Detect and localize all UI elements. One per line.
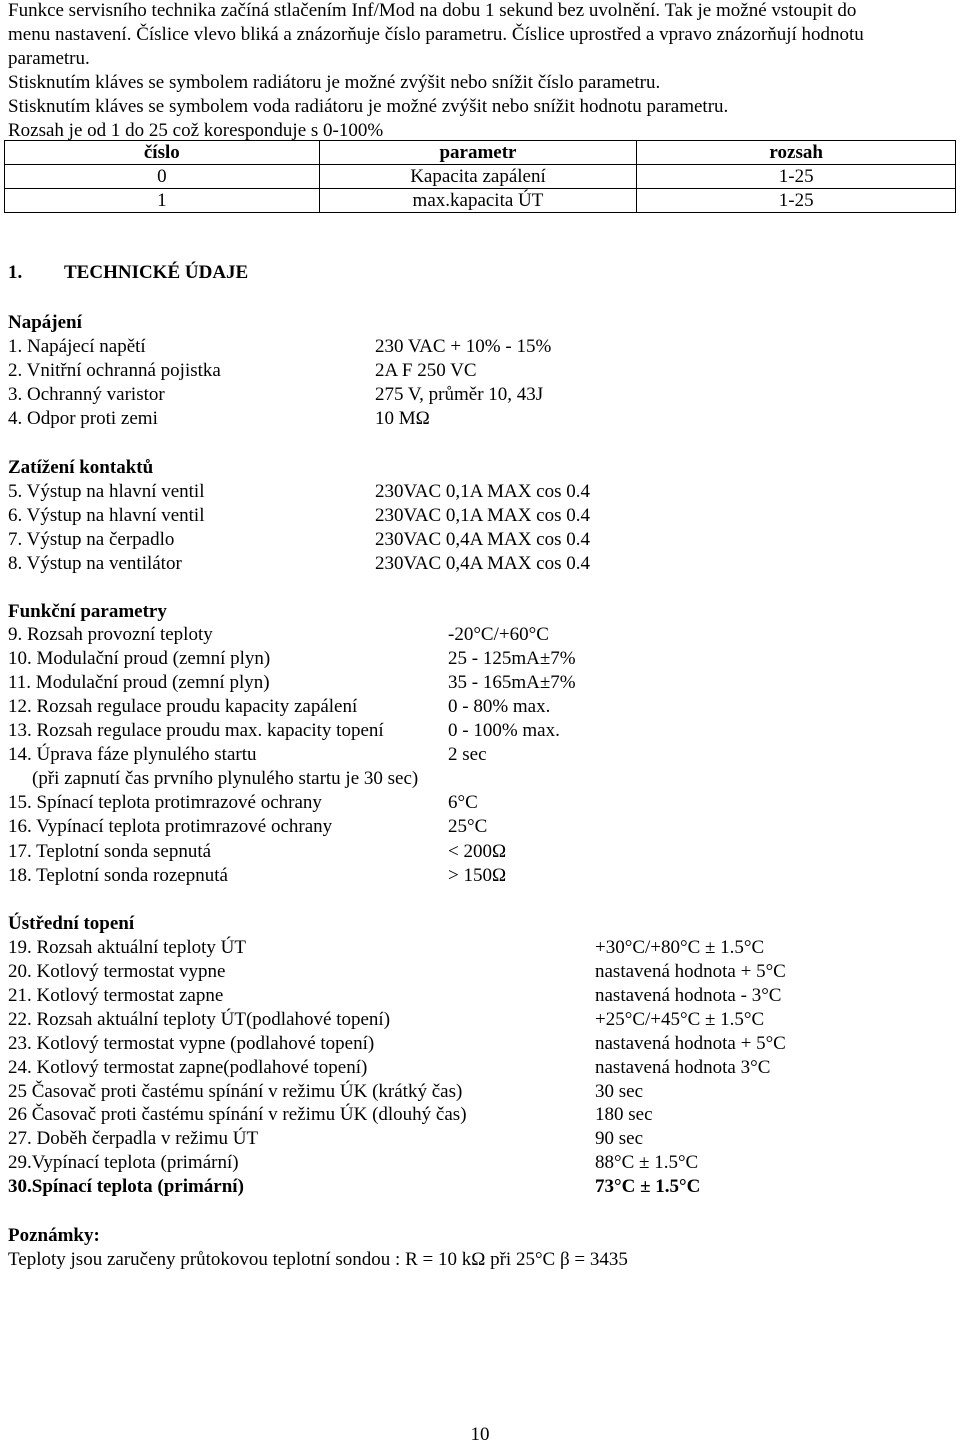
spec-value: +30°C/+80°C ± 1.5°C bbox=[595, 937, 765, 958]
spec-value: 25 - 125mA±7% bbox=[448, 648, 576, 669]
spec-label: 7. Výstup na čerpadlo bbox=[8, 529, 175, 550]
spec-value: 0 - 100% max. bbox=[448, 720, 560, 741]
spec-label: 18. Teplotní sonda rozepnutá bbox=[8, 865, 228, 886]
table-header-row bbox=[5, 141, 956, 165]
spec-label: 4. Odpor proti zemi bbox=[8, 408, 158, 429]
spec-label: 21. Kotlový termostat zapne bbox=[8, 985, 224, 1006]
table-cell: 1 bbox=[5, 189, 320, 213]
spec-value: 73°C ± 1.5°C bbox=[595, 1176, 701, 1197]
spec-label: 26 Časovač proti častému spínání v režimu ÚK (dlouhý čas) bbox=[8, 1104, 467, 1125]
intro-line: parametru. bbox=[8, 48, 90, 69]
column-header-cislo: číslo bbox=[5, 141, 320, 165]
spec-value: 0 - 80% max. bbox=[448, 696, 551, 717]
spec-label: 24. Kotlový termostat zapne(podlahové topení) bbox=[8, 1057, 368, 1078]
spec-value: 275 V, průměr 10, 43J bbox=[375, 384, 544, 405]
spec-value: 230VAC 0,1A MAX cos 0.4 bbox=[375, 505, 591, 526]
spec-note: (při zapnutí čas prvního plynulého startu je 30 sec) bbox=[32, 768, 419, 789]
spec-value: 230VAC 0,1A MAX cos 0.4 bbox=[375, 481, 591, 502]
spec-label: 10. Modulační proud (zemní plyn) bbox=[8, 648, 271, 669]
spec-value: 230VAC 0,4A MAX cos 0.4 bbox=[375, 553, 591, 574]
spec-value: 180 sec bbox=[595, 1104, 653, 1125]
table-row bbox=[5, 165, 956, 189]
spec-value: < 200Ω bbox=[448, 841, 507, 862]
column-header-parametr: parametr bbox=[319, 141, 637, 165]
spec-value: 6°C bbox=[448, 792, 478, 813]
spec-value: nastavená hodnota + 5°C bbox=[595, 961, 786, 982]
table-row bbox=[5, 189, 956, 213]
spec-value: 88°C ± 1.5°C bbox=[595, 1152, 699, 1173]
spec-label: 15. Spínací teplota protimrazové ochrany bbox=[8, 792, 322, 813]
note-text: Teploty jsou zaručeny průtokovou teplotní sondou : R = 10 kΩ při 25°C β = 3435 bbox=[8, 1249, 628, 1270]
spec-label: 22. Rozsah aktuální teploty ÚT(podlahové topení) bbox=[8, 1009, 391, 1030]
spec-label: 12. Rozsah regulace proudu kapacity zapálení bbox=[8, 696, 358, 717]
table-cell: max.kapacita ÚT bbox=[319, 189, 637, 213]
spec-label: 30.Spínací teplota (primární) bbox=[8, 1176, 244, 1197]
intro-line: Rozsah je od 1 do 25 což koresponduje s 0-100% bbox=[8, 120, 384, 141]
spec-value: -20°C/+60°C bbox=[448, 624, 549, 645]
spec-label: 20. Kotlový termostat vypne bbox=[8, 961, 226, 982]
table-cell: 1-25 bbox=[637, 165, 956, 189]
spec-label: 9. Rozsah provozní teploty bbox=[8, 624, 213, 645]
spec-value: nastavená hodnota + 5°C bbox=[595, 1033, 786, 1054]
spec-label: 19. Rozsah aktuální teploty ÚT bbox=[8, 937, 246, 958]
spec-value: nastavená hodnota 3°C bbox=[595, 1057, 771, 1078]
column-header-rozsah: rozsah bbox=[637, 141, 956, 165]
spec-label: 3. Ochranný varistor bbox=[8, 384, 165, 405]
spec-value: 230VAC 0,4A MAX cos 0.4 bbox=[375, 529, 591, 550]
table-cell: 0 bbox=[5, 165, 320, 189]
spec-value: 25°C bbox=[448, 816, 488, 837]
heading-napajeni: Napájení bbox=[8, 312, 82, 333]
spec-label: 1. Napájecí napětí bbox=[8, 336, 146, 357]
spec-value: 10 MΩ bbox=[375, 408, 430, 429]
spec-label: 27. Doběh čerpadla v režimu ÚT bbox=[8, 1128, 259, 1149]
section-title-text: TECHNICKÉ ÚDAJE bbox=[64, 262, 249, 283]
page-number: 10 bbox=[470, 1424, 490, 1445]
spec-label: 14. Úprava fáze plynulého startu bbox=[8, 744, 257, 765]
spec-label: 2. Vnitřní ochranná pojistka bbox=[8, 360, 221, 381]
spec-value: 35 - 165mA±7% bbox=[448, 672, 576, 693]
spec-value: 2A F 250 VC bbox=[375, 360, 477, 381]
spec-label: 25 Časovač proti častému spínání v režimu ÚK (krátký čas) bbox=[8, 1081, 463, 1102]
spec-value: 90 sec bbox=[595, 1128, 644, 1149]
spec-label: 11. Modulační proud (zemní plyn) bbox=[8, 672, 270, 693]
spec-value: +25°C/+45°C ± 1.5°C bbox=[595, 1009, 765, 1030]
section-title bbox=[8, 262, 248, 284]
spec-value: 2 sec bbox=[448, 744, 487, 765]
spec-label: 8. Výstup na ventilátor bbox=[8, 553, 182, 574]
intro-line: Funkce servisního technika začíná stlačením Inf/Mod na dobu 1 sekund bez uvolnění. Tak je možné vstoupit do bbox=[8, 0, 857, 21]
table-cell: 1-25 bbox=[637, 189, 956, 213]
table-cell: Kapacita zapálení bbox=[319, 165, 637, 189]
spec-value: 230 VAC + 10% - 15% bbox=[375, 336, 552, 357]
spec-value: 30 sec bbox=[595, 1081, 644, 1102]
spec-label: 23. Kotlový termostat vypne (podlahové topení) bbox=[8, 1033, 375, 1054]
heading-ustredni: Ústřední topení bbox=[8, 913, 135, 934]
section-number: 1. bbox=[8, 262, 23, 283]
heading-poznamky: Poznámky: bbox=[8, 1225, 100, 1246]
intro-line: Stisknutím kláves se symbolem radiátoru je možné zvýšit nebo snížit číslo parametru. bbox=[8, 72, 661, 93]
intro-paragraph bbox=[8, 0, 958, 144]
spec-value: > 150Ω bbox=[448, 865, 507, 886]
intro-line: menu nastavení. Číslice vlevo bliká a znázorňuje číslo parametru. Číslice uprostřed a vpravo znázorňují hodnotu bbox=[8, 24, 864, 45]
spec-label: 5. Výstup na hlavní ventil bbox=[8, 481, 205, 502]
heading-funkcni: Funkční parametry bbox=[8, 601, 167, 622]
heading-zatizeni: Zatížení kontaktů bbox=[8, 457, 154, 478]
spec-label: 13. Rozsah regulace proudu max. kapacity topení bbox=[8, 720, 384, 741]
spec-label: 17. Teplotní sonda sepnutá bbox=[8, 841, 212, 862]
parameter-table bbox=[4, 140, 956, 213]
spec-label: 16. Vypínací teplota protimrazové ochrany bbox=[8, 816, 333, 837]
spec-value: nastavená hodnota - 3°C bbox=[595, 985, 782, 1006]
spec-label: 6. Výstup na hlavní ventil bbox=[8, 505, 205, 526]
spec-label: 29.Vypínací teplota (primární) bbox=[8, 1152, 239, 1173]
intro-line: Stisknutím kláves se symbolem voda radiátoru je možné zvýšit nebo snížit hodnotu parametru. bbox=[8, 96, 729, 117]
